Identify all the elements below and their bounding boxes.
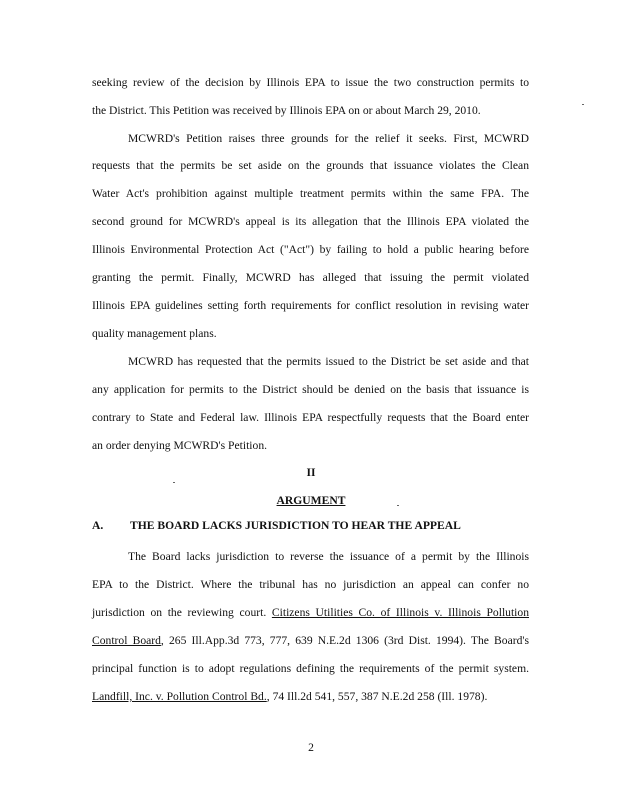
case-citation: Landfill, Inc. v. Pollution Control Bd.: [92, 690, 267, 703]
paragraph-line: MCWRD's Petition raises three grounds for the relief it seeks. First, MCWRD: [128, 132, 529, 145]
section-title-text: ARGUMENT: [276, 494, 346, 507]
paragraph-line: Illinois EPA guidelines setting forth requirements for conflict resolution in revising water: [92, 299, 529, 312]
paragraph-line: [92, 634, 529, 648]
paragraph-line: Water Act's prohibition against multiple treatment permits within the same FPA. The: [92, 187, 529, 200]
paragraph-line: requests that the permits be set aside on the grounds that issuance violates the Clean: [92, 159, 529, 172]
text-run: , 74 Ill.2d 541, 557, 387 N.E.2d 258 (Ill. 1978).: [266, 690, 488, 703]
paragraph-line: any application for permits to the District should be denied on the basis that issuance is: [92, 383, 529, 396]
page-number: 2: [308, 741, 314, 754]
paragraph-line: EPA to the District. Where the tribunal has no jurisdiction an appeal can confer no: [92, 578, 529, 591]
scan-speck: [173, 482, 175, 483]
text-run: , 265 Ill.App.3d 773, 777, 639 N.E.2d 1306 (3rd Dist. 1994). The Board's: [160, 634, 529, 647]
scan-speck: [582, 104, 584, 105]
paragraph-line: granting the permit. Finally, MCWRD has alleged that issuing the permit violated: [92, 271, 529, 284]
subheading-title: THE BOARD LACKS JURISDICTION TO HEAR THE APPEAL: [130, 519, 461, 532]
section-number: II: [306, 466, 316, 479]
case-citation: Citizens Utilities Co. of Illinois v. Illinois Pollution: [271, 606, 529, 619]
paragraph-line: second ground for MCWRD's appeal is its allegation that the Illinois EPA violated the: [92, 215, 529, 228]
subheading-letter: A.: [92, 519, 104, 532]
paragraph-line: [92, 606, 529, 620]
text-run: jurisdiction on the reviewing court.: [92, 606, 267, 619]
paragraph-line: [92, 690, 529, 704]
paragraph-line: principal function is to adopt regulations defining the requirements of the permit system.: [92, 662, 529, 675]
paragraph-line: Illinois Environmental Protection Act ("Act") by failing to hold a public hearing before: [92, 243, 529, 256]
case-citation: Control Board: [92, 634, 161, 647]
paragraph-line: contrary to State and Federal law. Illinois EPA respectfully requests that the Board enter: [92, 411, 529, 424]
section-title: [0, 494, 622, 508]
paragraph-line: quality management plans.: [92, 327, 217, 340]
paragraph-line: an order denying MCWRD's Petition.: [92, 439, 268, 452]
scan-speck: [397, 505, 399, 506]
paragraph-line: seeking review of the decision by Illinois EPA to issue the two construction permits to: [92, 76, 529, 89]
paragraph-line: MCWRD has requested that the permits issued to the District be set aside and that: [128, 355, 529, 368]
paragraph-line: The Board lacks jurisdiction to reverse the issuance of a permit by the Illinois: [128, 550, 529, 563]
paragraph-line: the District. This Petition was received by Illinois EPA on or about March 29, 2010.: [92, 104, 481, 117]
